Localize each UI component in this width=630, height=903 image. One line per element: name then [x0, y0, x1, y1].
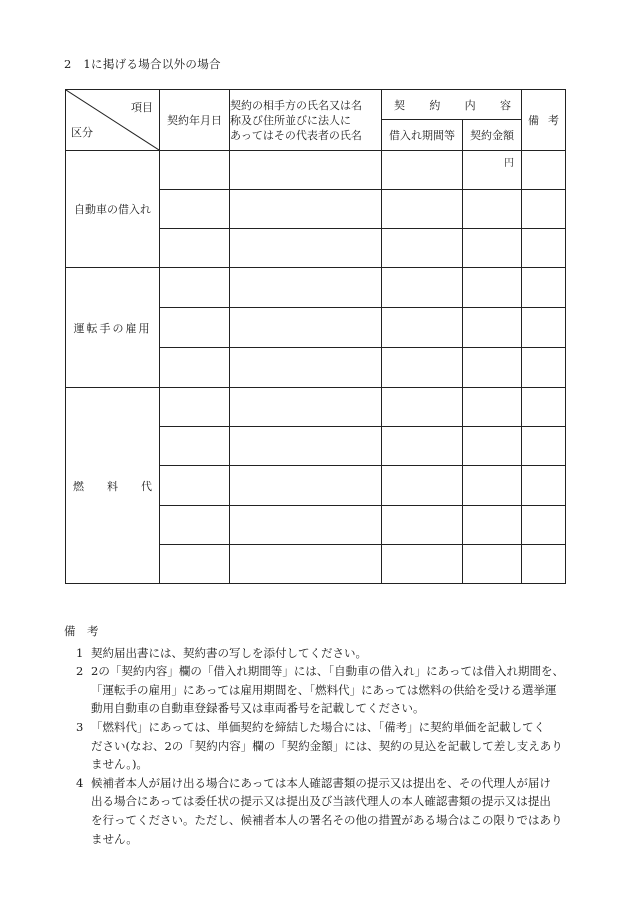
cell-remarks[interactable]	[522, 427, 566, 466]
cell-party[interactable]	[230, 229, 382, 268]
cell-date[interactable]	[160, 388, 230, 427]
cell-remarks[interactable]	[522, 466, 566, 506]
header-contract-date: 契約年月日	[160, 90, 230, 151]
cell-amount[interactable]	[463, 545, 522, 584]
cell-amount[interactable]	[463, 151, 522, 190]
cell-amount[interactable]	[463, 268, 522, 308]
cell-amount[interactable]	[463, 466, 522, 506]
category-driver-employment: 運転手の雇用	[66, 268, 160, 388]
cell-date[interactable]	[160, 308, 230, 348]
note-item: 2 2の「契約内容」欄の「借入れ期間等」には、「自動車の借入れ」にあっては借入れ期間を、 「運転手の雇用」にあっては雇用期間を、「燃料代」にあっては燃料の供給を受ける選挙運 動用自動車の自動車登録番号又は車両番号を記載してください。	[76, 664, 564, 716]
header-contract-details: 契 約 内 容	[382, 90, 522, 120]
yen-unit: 円	[504, 158, 514, 169]
cell-amount[interactable]	[463, 506, 522, 545]
cell-amount[interactable]	[463, 190, 522, 229]
cell-remarks[interactable]	[522, 308, 566, 348]
cell-party[interactable]	[230, 506, 382, 545]
cell-remarks[interactable]	[522, 190, 566, 229]
cell-date[interactable]	[160, 268, 230, 308]
cell-remarks[interactable]	[522, 388, 566, 427]
cell-period[interactable]	[382, 268, 463, 308]
cell-date[interactable]	[160, 229, 230, 268]
cell-amount[interactable]	[463, 348, 522, 388]
cell-date[interactable]	[160, 466, 230, 506]
notes-title: 備 考	[64, 624, 99, 638]
note-item: 3 「燃料代」にあっては、単価契約を締結した場合には、「備考」に契約単価を記載してく ださい(なお、2の「契約内容」欄の「契約金額」には、契約の見込を記載して差し支えあり ません。)。	[76, 719, 563, 772]
cell-period[interactable]	[382, 506, 463, 545]
note-number: 4	[76, 775, 84, 790]
note-number: 2	[76, 664, 84, 679]
header-item-label: 項目	[131, 101, 153, 114]
cell-period[interactable]	[382, 348, 463, 388]
note-number: 3	[76, 719, 84, 734]
cell-party[interactable]	[230, 348, 382, 388]
cell-date[interactable]	[160, 348, 230, 388]
cell-period[interactable]	[382, 190, 463, 229]
cell-period[interactable]	[382, 229, 463, 268]
header-contract-amount: 契約金額	[463, 120, 522, 151]
cell-party[interactable]	[230, 268, 382, 308]
cell-remarks[interactable]	[522, 545, 566, 584]
header-borrowing-period: 借入れ期間等	[382, 120, 463, 151]
cell-remarks[interactable]	[522, 229, 566, 268]
category-car-rental: 自動車の借入れ	[66, 151, 160, 268]
note-number: 1	[76, 645, 84, 660]
cell-party[interactable]	[230, 466, 382, 506]
cell-party[interactable]	[230, 427, 382, 466]
cell-amount[interactable]	[463, 427, 522, 466]
cell-remarks[interactable]	[522, 506, 566, 545]
category-fuel-cost: 燃 料 代	[66, 388, 160, 584]
cell-amount[interactable]	[463, 388, 522, 427]
cell-remarks[interactable]	[522, 348, 566, 388]
cell-date[interactable]	[160, 151, 230, 190]
header-remarks: 備 考	[522, 90, 566, 151]
cell-date[interactable]	[160, 427, 230, 466]
remarks-notes	[64, 622, 574, 848]
cell-party[interactable]	[230, 308, 382, 348]
cell-amount[interactable]	[463, 229, 522, 268]
cell-party[interactable]	[230, 545, 382, 584]
note-item: 1 契約届出書には、契約書の写しを添付してください。	[64, 644, 574, 663]
cell-period[interactable]	[382, 308, 463, 348]
note-item: 4 候補者本人が届け出る場合にあっては本人確認書類の提示又は提出を、その代理人が届け 出る場合にあっては委任状の提示又は提出及び当該代理人の本人確認書類の提示又は提出 を行ってください。ただし、候補者本人の署名その他の措置がある場合はこの限りではあり ません。	[76, 775, 563, 846]
header-diagonal-cell	[66, 90, 160, 151]
cell-period[interactable]	[382, 545, 463, 584]
cell-period[interactable]	[382, 151, 463, 190]
cell-period[interactable]	[382, 427, 463, 466]
header-category-label: 区分	[71, 126, 93, 139]
cell-date[interactable]	[160, 506, 230, 545]
cell-amount[interactable]	[463, 308, 522, 348]
contract-table	[65, 89, 566, 584]
header-counterparty: 契約の相手方の氏名又は名 称及び住所並びに法人に あってはその代表者の氏名	[230, 90, 382, 151]
section-heading: 2 1に掲げる場合以外の場合	[64, 57, 221, 71]
cell-party[interactable]	[230, 190, 382, 229]
cell-remarks[interactable]	[522, 268, 566, 308]
cell-remarks[interactable]	[522, 151, 566, 190]
cell-period[interactable]	[382, 466, 463, 506]
cell-period[interactable]	[382, 388, 463, 427]
cell-party[interactable]	[230, 388, 382, 427]
cell-party[interactable]	[230, 151, 382, 190]
cell-date[interactable]	[160, 545, 230, 584]
cell-date[interactable]	[160, 190, 230, 229]
